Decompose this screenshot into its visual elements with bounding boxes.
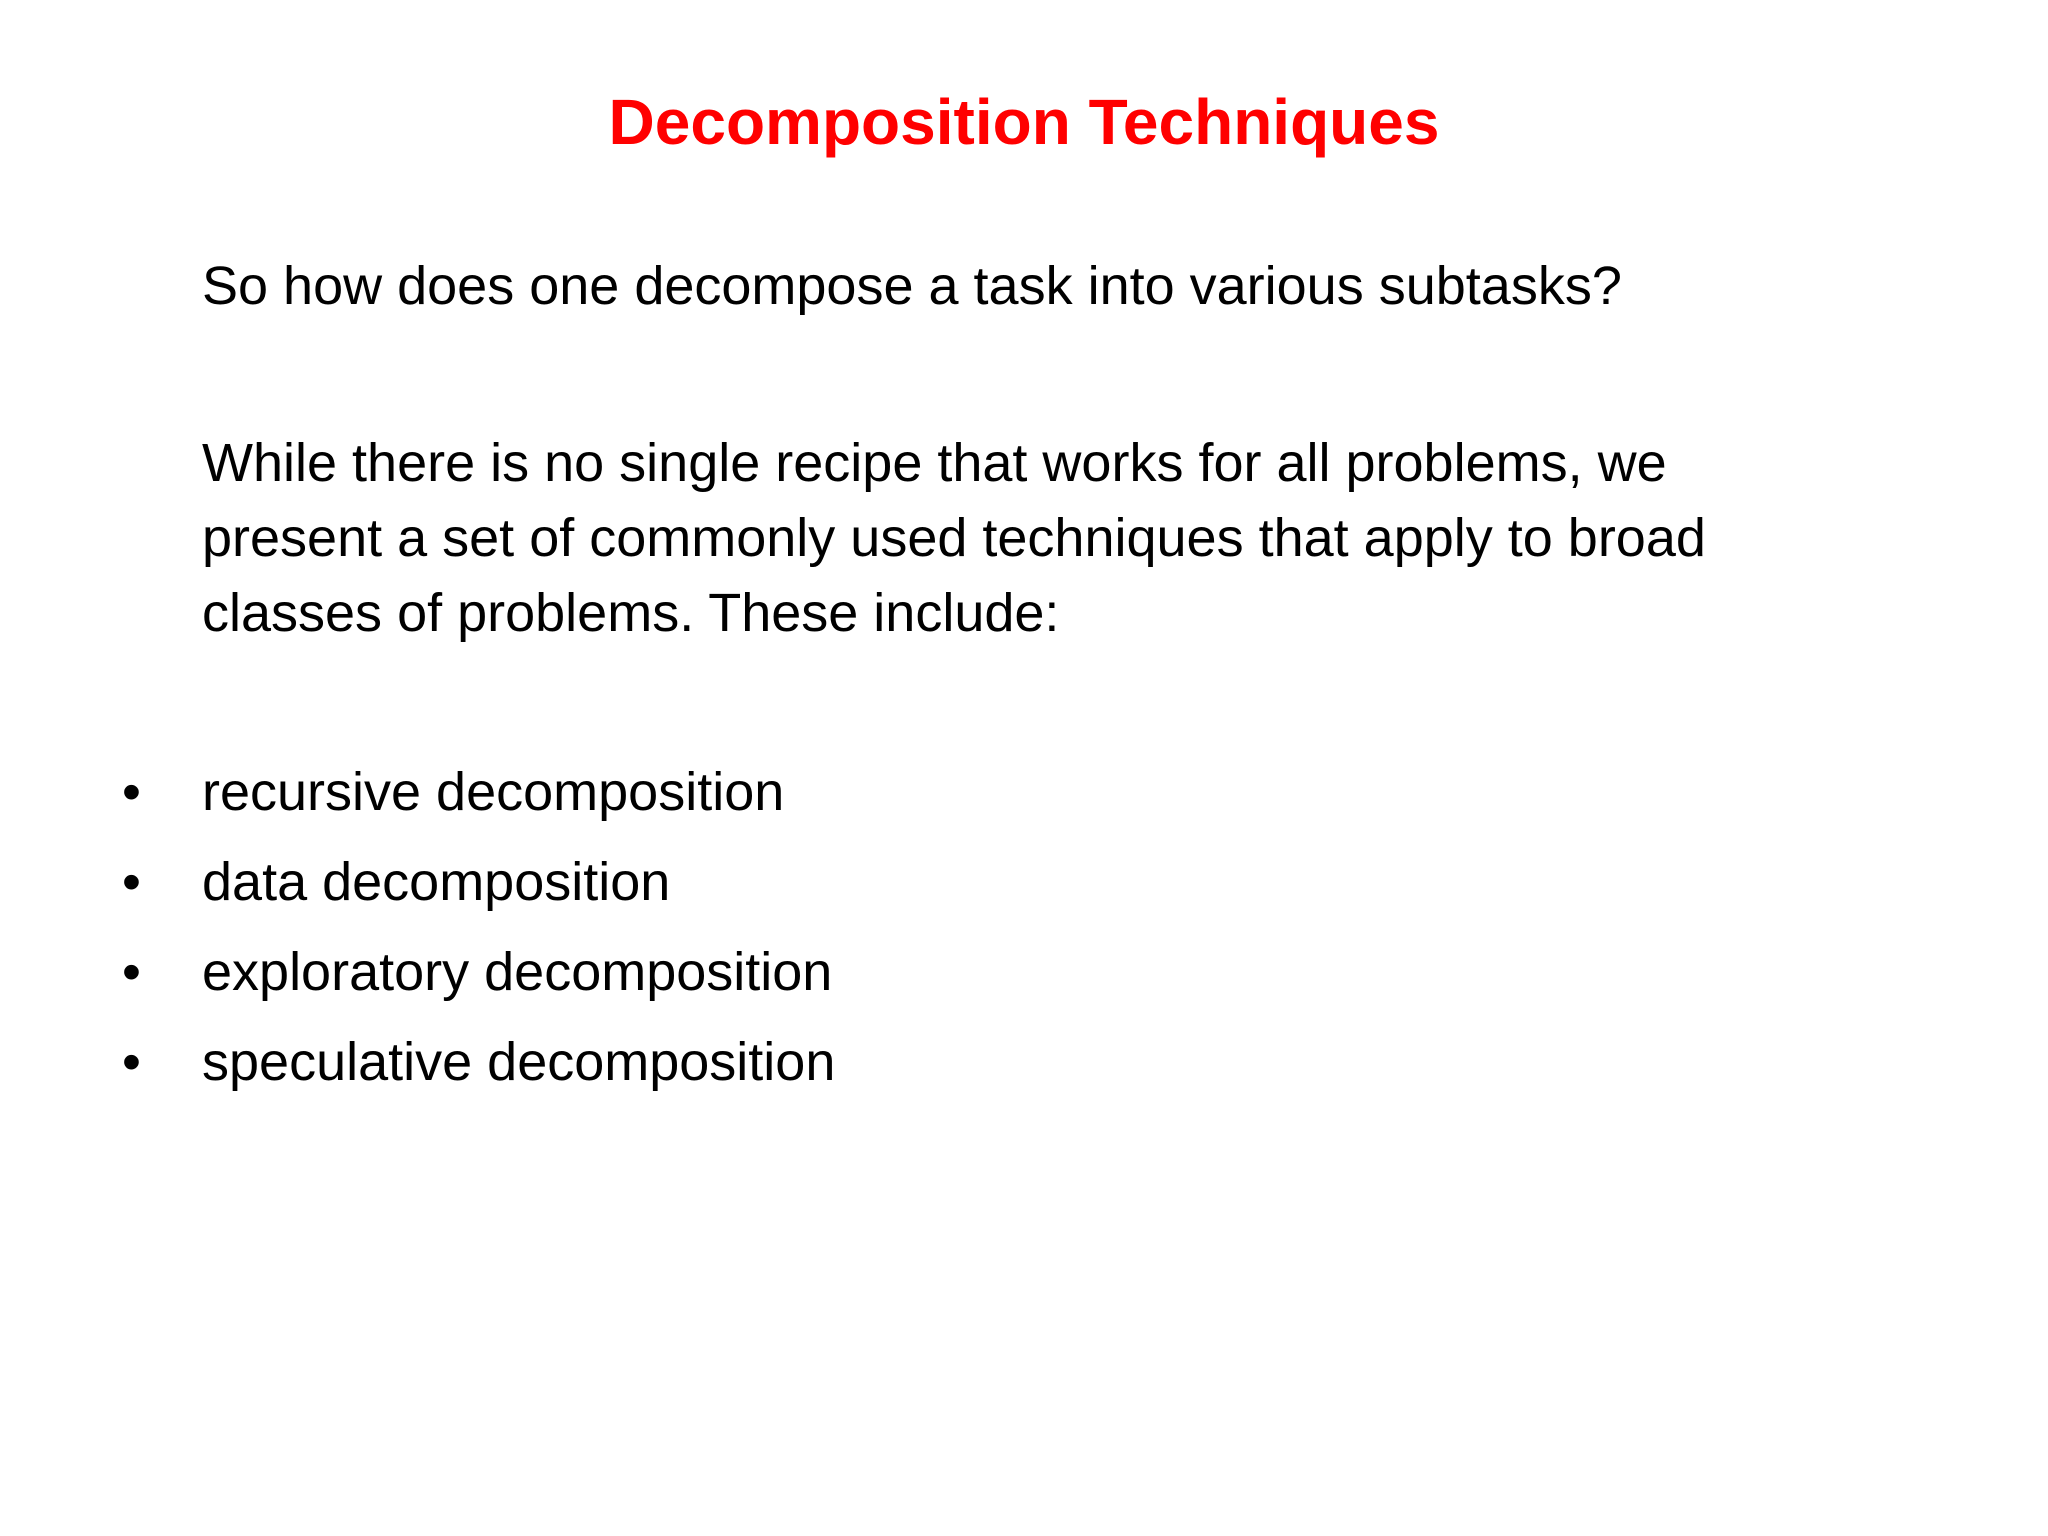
list-item-text: recursive decomposition <box>202 762 785 822</box>
intro-paragraph: While there is no single recipe that works for all problems, we present a set of commonly used techniques that apply to broad classes of problems. These include: <box>202 433 1706 643</box>
list-item-text: exploratory decomposition <box>202 942 833 1002</box>
list-item <box>0 753 2048 843</box>
techniques-list <box>0 753 2048 1113</box>
list-item-text: speculative decomposition <box>202 1032 836 1092</box>
list-item-text: data decomposition <box>202 852 671 912</box>
list-item <box>0 1023 2048 1113</box>
bullet-icon: • <box>122 762 141 822</box>
bullet-icon: • <box>122 942 141 1002</box>
bullet-icon: • <box>122 852 141 912</box>
bullet-icon: • <box>122 1032 141 1092</box>
list-item <box>0 933 2048 1023</box>
list-item <box>0 843 2048 933</box>
slide-title: Decomposition Techniques <box>608 86 1440 158</box>
intro-question: So how does one decompose a task into various subtasks? <box>202 256 1622 316</box>
